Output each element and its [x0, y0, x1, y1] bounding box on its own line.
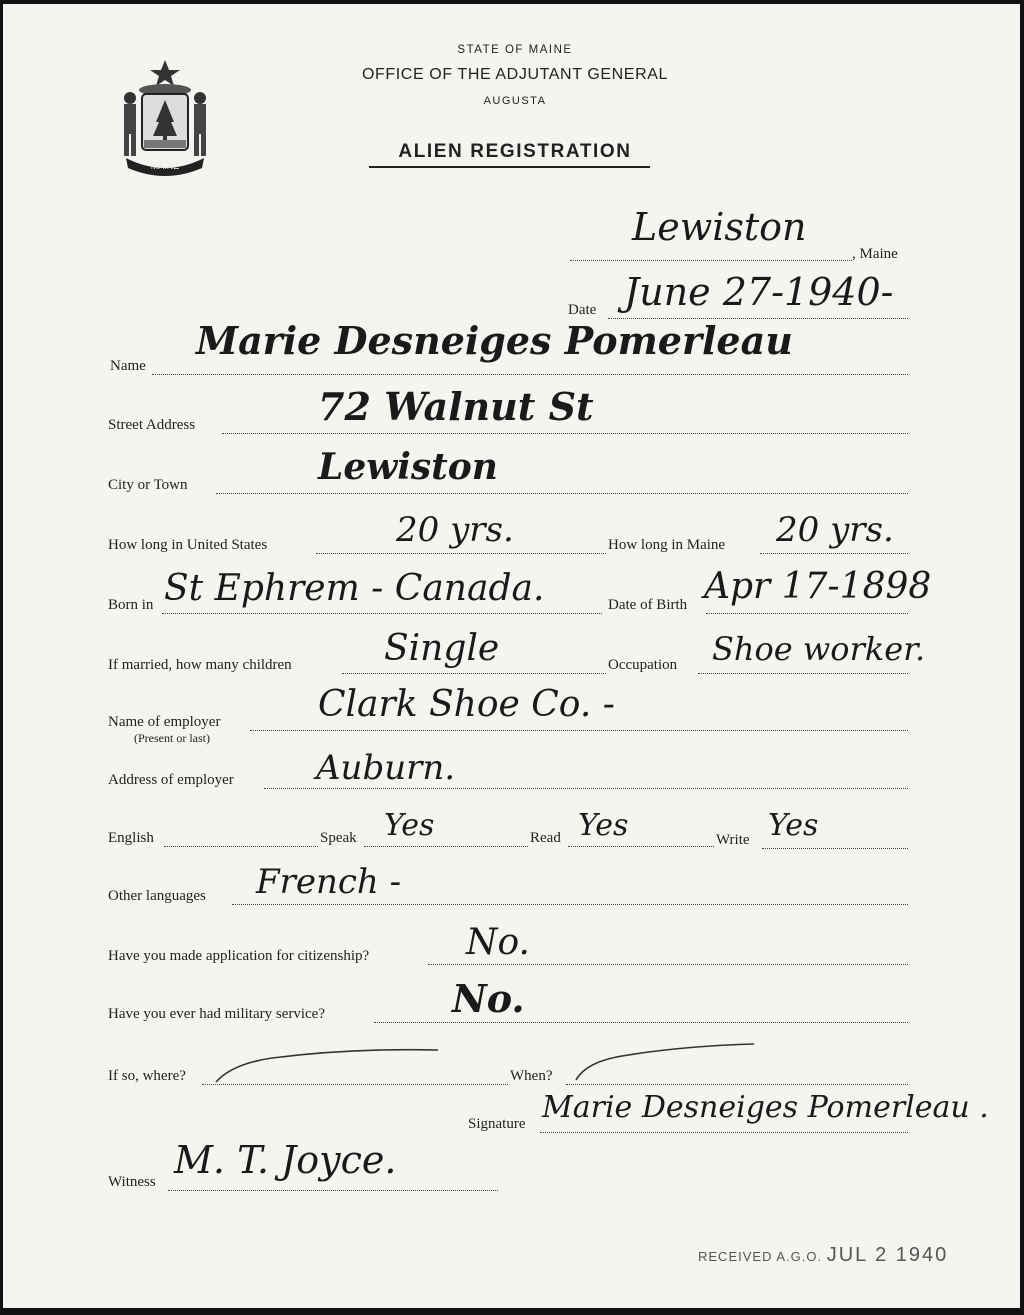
street-handwriting: 72 Walnut St — [318, 384, 594, 429]
street-label: Street Address — [108, 417, 196, 433]
received-stamp-date: JUL 2 1940 — [826, 1244, 949, 1266]
born-in-line — [162, 613, 602, 614]
how-long-maine-label: How long in Maine — [608, 537, 726, 553]
name-handwriting: Marie Desneiges Pomerleau — [196, 318, 793, 363]
date-of-birth-line — [706, 613, 908, 614]
read-line — [568, 846, 714, 847]
write-label: Write — [716, 832, 750, 848]
scan-border-bottom — [0, 1308, 1024, 1315]
employer-address-label: Address of employer — [108, 772, 234, 788]
occupation-handwriting: Shoe worker. — [712, 630, 926, 668]
employer-address-line — [264, 788, 908, 789]
military-line — [374, 1022, 908, 1023]
maine-label: , Maine — [852, 246, 898, 262]
children-label: If married, how many children — [108, 657, 292, 673]
where-strike-mark — [212, 1044, 442, 1086]
employer-address-handwriting: Auburn. — [316, 748, 456, 788]
signature-handwriting: Marie Desneiges Pomerleau . — [542, 1090, 989, 1125]
read-handwriting: Yes — [578, 808, 629, 843]
witness-line — [168, 1190, 498, 1191]
date-of-birth-label: Date of Birth — [608, 597, 688, 613]
place-line — [570, 260, 852, 261]
city-label: City or Town — [108, 477, 188, 493]
scan-border-left — [0, 0, 3, 1315]
how-long-us-line — [316, 553, 606, 554]
how-long-us-handwriting: 20 yrs. — [396, 510, 514, 550]
employer-name-sublabel: (Present or last) — [134, 731, 210, 745]
other-languages-handwriting: French - — [256, 862, 402, 902]
form-title: ALIEN REGISTRATION — [398, 141, 632, 162]
english-line — [164, 846, 318, 847]
children-handwriting: Single — [384, 628, 500, 669]
name-label: Name — [110, 358, 146, 374]
header-state: STATE OF MAINE — [457, 44, 573, 56]
title-underline — [369, 166, 650, 168]
citizenship-label: Have you made application for citizenship? — [108, 948, 370, 964]
employer-name-label: Name of employer — [108, 714, 221, 730]
scan-border-top — [0, 0, 1024, 4]
speak-label: Speak — [320, 830, 357, 846]
employer-handwriting: Clark Shoe Co. - — [318, 684, 615, 725]
header-city: AUGUSTA — [483, 95, 547, 107]
military-label: Have you ever had military service? — [108, 1006, 325, 1022]
born-in-label: Born in — [108, 597, 154, 613]
write-line — [762, 848, 908, 849]
witness-handwriting: M. T. Joyce. — [174, 1138, 397, 1182]
how-long-us-label: How long in United States — [108, 537, 268, 553]
state-seal-icon — [112, 56, 218, 178]
occupation-line — [698, 673, 908, 674]
header-office: OFFICE OF THE ADJUTANT GENERAL — [361, 66, 669, 83]
speak-line — [364, 846, 528, 847]
witness-label: Witness — [108, 1174, 156, 1190]
when-line — [566, 1084, 908, 1085]
employer-name-line — [250, 730, 908, 731]
where-label: If so, where? — [108, 1068, 186, 1084]
signature-line — [540, 1132, 908, 1133]
date-label: Date — [568, 302, 597, 318]
citizenship-handwriting: No. — [466, 922, 530, 963]
scan-border-right — [1020, 0, 1024, 1315]
born-in-handwriting: St Ephrem - Canada. — [164, 568, 545, 609]
city-line — [216, 493, 908, 494]
how-long-maine-line — [760, 553, 908, 554]
date-of-birth-handwriting: Apr 17-1898 — [704, 566, 932, 607]
read-label: Read — [530, 830, 561, 846]
signature-label: Signature — [468, 1116, 526, 1132]
when-label: When? — [510, 1068, 553, 1084]
children-line — [342, 673, 606, 674]
military-handwriting: No. — [452, 976, 525, 1021]
received-stamp — [698, 1244, 948, 1267]
received-stamp-text: RECEIVED A.G.O. — [698, 1249, 823, 1264]
street-line — [222, 433, 908, 434]
when-strike-mark — [572, 1040, 758, 1084]
date-handwriting: June 27-1940- — [624, 270, 894, 314]
other-languages-label: Other languages — [108, 888, 206, 904]
other-languages-line — [232, 904, 908, 905]
english-label: English — [108, 830, 154, 846]
seal-lettering: MAINE — [150, 161, 180, 171]
how-long-maine-handwriting: 20 yrs. — [776, 510, 894, 550]
place-handwriting: Lewiston — [632, 205, 807, 249]
speak-handwriting: Yes — [384, 808, 435, 843]
citizenship-line — [428, 964, 908, 965]
name-line — [152, 374, 908, 375]
occupation-label: Occupation — [608, 657, 678, 673]
city-handwriting: Lewiston — [318, 446, 498, 488]
write-handwriting: Yes — [768, 808, 819, 843]
